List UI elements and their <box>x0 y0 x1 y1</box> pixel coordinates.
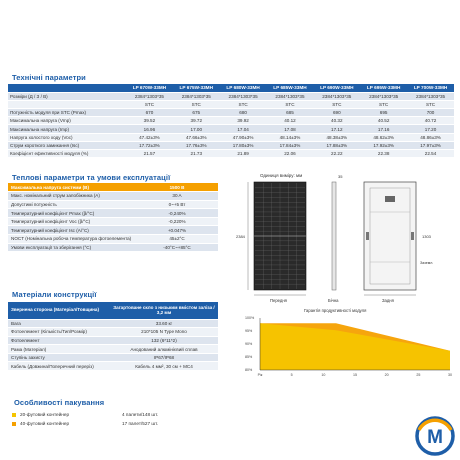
tech-cell: STC <box>360 100 407 108</box>
materials-row-value: Кабель 4 мм², 30 см + MC4 <box>110 362 218 371</box>
tech-row <box>8 141 454 149</box>
chart-x-tick: 5 <box>290 373 293 377</box>
thermal-row <box>8 200 218 209</box>
thermal-table <box>8 183 218 252</box>
tech-cell: 2384*1303*35 <box>313 92 360 100</box>
panel-side <box>332 182 336 290</box>
tech-cell: 22.22 <box>313 150 360 158</box>
chart-x-tick: 10 <box>321 373 326 377</box>
panel-dimension-diagram <box>224 168 456 306</box>
thermal-row <box>8 243 218 252</box>
dim-height-label: 2384 <box>236 234 245 239</box>
tech-cell: 675 <box>173 109 220 117</box>
tech-column-header: LP 680W-33MH <box>220 84 267 92</box>
tech-cell: 17.12 <box>313 125 360 133</box>
thermal-row-label: Температурний коефіцієнт Isc (A/°C) <box>8 226 136 235</box>
chart-title: Гарантія продуктивності модуля <box>304 308 367 313</box>
tech-cell: 17.92±3% <box>360 141 407 149</box>
tech-cell: 17.08 <box>267 125 314 133</box>
materials-row <box>8 336 218 345</box>
tech-cell: 685 <box>267 109 314 117</box>
materials-table <box>8 302 218 371</box>
materials-row-label: Вага <box>8 319 110 328</box>
tech-column-header: LP 675W-33MH <box>173 84 220 92</box>
materials-row <box>8 362 218 371</box>
thermal-row-value: 0~+5 Вт <box>136 200 218 209</box>
thermal-section-title: Теплові параметри та умови експлуатації <box>12 173 171 182</box>
tech-cell: 40.72 <box>407 117 454 125</box>
tech-cell: 22.06 <box>267 150 314 158</box>
chart-x-tick: 15 <box>353 373 357 377</box>
tech-header-label <box>8 84 126 92</box>
tech-cell: 17.97±3% <box>407 141 454 149</box>
tech-row <box>8 109 454 117</box>
tech-cell: 48.38±3% <box>313 133 360 141</box>
materials-row-value: 132 (6*11*2) <box>110 336 218 345</box>
materials-row <box>8 328 218 337</box>
chart-x-tick: 20 <box>384 373 389 377</box>
tech-row <box>8 125 454 133</box>
tech-cell: 2384*1303*35 <box>407 92 454 100</box>
thermal-row <box>8 235 218 244</box>
tech-cell: 680 <box>220 109 267 117</box>
tech-row <box>8 100 454 108</box>
thermal-row-label: Умови експлуатації та зберігання (°C) <box>8 243 136 252</box>
tech-cell: STC <box>313 100 360 108</box>
packaging-item-20ft: 20-футовий контейнер 4 палети/148 шт. <box>12 412 212 420</box>
materials-row-value: Анодований алюмінієвий сплав <box>110 345 218 354</box>
tech-cell: 39.72 <box>173 117 220 125</box>
tech-cell: STC <box>267 100 314 108</box>
tech-cell: 2384*1303*35 <box>126 92 173 100</box>
tech-cell: 17.00 <box>173 125 220 133</box>
tech-cell: 39.92 <box>220 117 267 125</box>
tech-row-label: Напруга холостого ходу (Voc) <box>8 133 126 141</box>
chart-x-tick: 25 <box>416 373 421 377</box>
thermal-row-value: 30 A <box>136 192 218 201</box>
packaging-item-40ft: 40-футовий контейнер 17 палет/527 шт. <box>12 421 212 429</box>
thermal-row-label: Допустимі потужність <box>8 200 136 209</box>
chart-y-tick: 80% <box>245 368 253 373</box>
thermal-row-label: Температурний коефіцієнт Pmax (β/°C) <box>8 209 136 218</box>
diagram-unit-label: Одиниця виміру: мм <box>260 173 303 178</box>
tech-cell: 16.96 <box>126 125 173 133</box>
materials-row <box>8 353 218 362</box>
tech-cell: 2384*1303*35 <box>360 92 407 100</box>
tech-row-label: Струм короткого замикання (Isc) <box>8 141 126 149</box>
tech-row-label: Максимальна напруга (Imp) <box>8 125 126 133</box>
tech-row-label: Розміри (Д / З / В) <box>8 92 126 100</box>
materials-header-value: Загартоване скло з низьким вмістом заліза / 3,2 мм <box>110 302 218 319</box>
tech-cell: 2384*1303*35 <box>173 92 220 100</box>
thermal-row-label: NOCT (Номінальна робоча температура фотоелемента) <box>8 235 136 244</box>
tech-column-header: LP 690W-33MH <box>313 84 360 92</box>
tech-cell: 17.72±3% <box>126 141 173 149</box>
materials-row-label: Кабель (Довжина/Поперечний переріз) <box>8 362 110 371</box>
tech-cell: 21.57 <box>126 150 173 158</box>
materials-row-value: 33.60 кг <box>110 319 218 328</box>
tech-row-label: Коефіцієнт ефективності модуля (%) <box>8 150 126 158</box>
logo-letter: M <box>427 427 443 448</box>
tech-row <box>8 133 454 141</box>
back-label: Задня <box>382 298 394 303</box>
thermal-row-value: -0,240% <box>136 209 218 218</box>
tech-cell: STC <box>126 100 173 108</box>
tech-row <box>8 92 454 100</box>
tech-column-header: LP 685W-33MH <box>267 84 314 92</box>
tech-cell: 17.88±3% <box>313 141 360 149</box>
warranty-chart <box>244 304 456 384</box>
materials-row-label: Рама (Матеріал) <box>8 345 110 354</box>
tech-cell: 695 <box>360 109 407 117</box>
tech-row <box>8 150 454 158</box>
chart-y-tick: 100% <box>245 316 255 321</box>
thermal-row <box>8 209 218 218</box>
chart-x-tick: Рік <box>257 373 263 377</box>
tech-cell: STC <box>220 100 267 108</box>
chart-y-tick: 95% <box>245 329 253 334</box>
materials-row-label: Фотоелемент <box>8 336 110 345</box>
tech-row-label: Максимальна напруга (Vmp) <box>8 117 126 125</box>
container-20ft-icon <box>12 413 16 417</box>
tech-column-header: LP 670W-33MH <box>126 84 173 92</box>
tech-cell: 17.20 <box>407 125 454 133</box>
thermal-row-label: Температурний коефіцієнт Voc (β/°C) <box>8 217 136 226</box>
tech-cell: 21.89 <box>220 150 267 158</box>
tech-cell: 40.12 <box>267 117 314 125</box>
tech-cell: 48.62±3% <box>360 133 407 141</box>
materials-row-value: 210*105 N Type Mono <box>110 328 218 337</box>
chart-y-tick: 90% <box>245 342 253 347</box>
tech-cell: 17.76±3% <box>173 141 220 149</box>
dim-ground-label: Заземл. <box>420 261 434 265</box>
tech-cell: 39.52 <box>126 117 173 125</box>
thermal-row-label: Макс. номінальний струм запобіжника (А) <box>8 192 136 201</box>
side-label: Бічна <box>328 298 339 303</box>
tech-row <box>8 117 454 125</box>
tech-column-header: LP 700W-33MH <box>407 84 454 92</box>
tech-cell: 690 <box>313 109 360 117</box>
brand-logo-icon <box>415 416 455 456</box>
tech-cell: 17.04 <box>220 125 267 133</box>
thermal-row-value: +0.047% <box>136 226 218 235</box>
materials-row <box>8 319 218 328</box>
dim-depth-label: 35 <box>338 174 343 179</box>
materials-row-label: Фотоелемент (Кількість/Тип/Розмір) <box>8 328 110 337</box>
tech-cell: 47.66±3% <box>173 133 220 141</box>
chart-x-tick: 30 <box>448 373 452 377</box>
front-label: Передня <box>270 298 287 303</box>
tech-cell: 40.32 <box>313 117 360 125</box>
tech-cell: 48.14±3% <box>267 133 314 141</box>
thermal-header-label: Максимальна напруга системи (В) <box>8 183 136 192</box>
materials-row-value: IP67/IP68 <box>110 353 218 362</box>
materials-section-title: Матеріали конструкції <box>12 290 97 299</box>
chart-y-tick: 85% <box>245 355 253 360</box>
tech-cell: 22.38 <box>360 150 407 158</box>
thermal-row <box>8 192 218 201</box>
tech-cell: 40.52 <box>360 117 407 125</box>
materials-header-label: Звернена сторона (Матеріал/Товщина) <box>8 302 110 319</box>
tech-section-title: Технічні параметри <box>12 73 86 82</box>
tech-cell: STC <box>407 100 454 108</box>
dim-width-label: 1303 <box>422 234 431 239</box>
tech-cell: 47.90±3% <box>220 133 267 141</box>
tech-row-label: Потужність модуля при STC (Pmax) <box>8 109 126 117</box>
tech-cell: 47.42±3% <box>126 133 173 141</box>
tech-cell: 700 <box>407 109 454 117</box>
container-40ft-icon <box>12 422 16 426</box>
tech-cell: 17.16 <box>360 125 407 133</box>
tech-cell: 2384*1303*35 <box>267 92 314 100</box>
thermal-row-value: -0,220% <box>136 217 218 226</box>
tech-cell: 2384*1303*35 <box>220 92 267 100</box>
thermal-row-value: 45±2°C <box>136 235 218 244</box>
tech-cell: 22.54 <box>407 150 454 158</box>
thermal-row <box>8 226 218 235</box>
thermal-row <box>8 217 218 226</box>
tech-cell: 17.80±3% <box>220 141 267 149</box>
tech-column-header: LP 695W-33MH <box>360 84 407 92</box>
tech-cell: 21.73 <box>173 150 220 158</box>
materials-row <box>8 345 218 354</box>
thermal-header-value: 1500 В <box>136 183 218 192</box>
tech-cell: 670 <box>126 109 173 117</box>
tech-cell: 17.84±3% <box>267 141 314 149</box>
tech-cell: 48.86±3% <box>407 133 454 141</box>
tech-cell: STC <box>173 100 220 108</box>
tech-table <box>8 84 454 158</box>
thermal-row-value: -40°C~+85°C <box>136 243 218 252</box>
tech-row-label <box>8 100 126 108</box>
packaging-section-title: Особливості пакування <box>14 398 105 407</box>
materials-row-label: Ступінь захисту <box>8 353 110 362</box>
